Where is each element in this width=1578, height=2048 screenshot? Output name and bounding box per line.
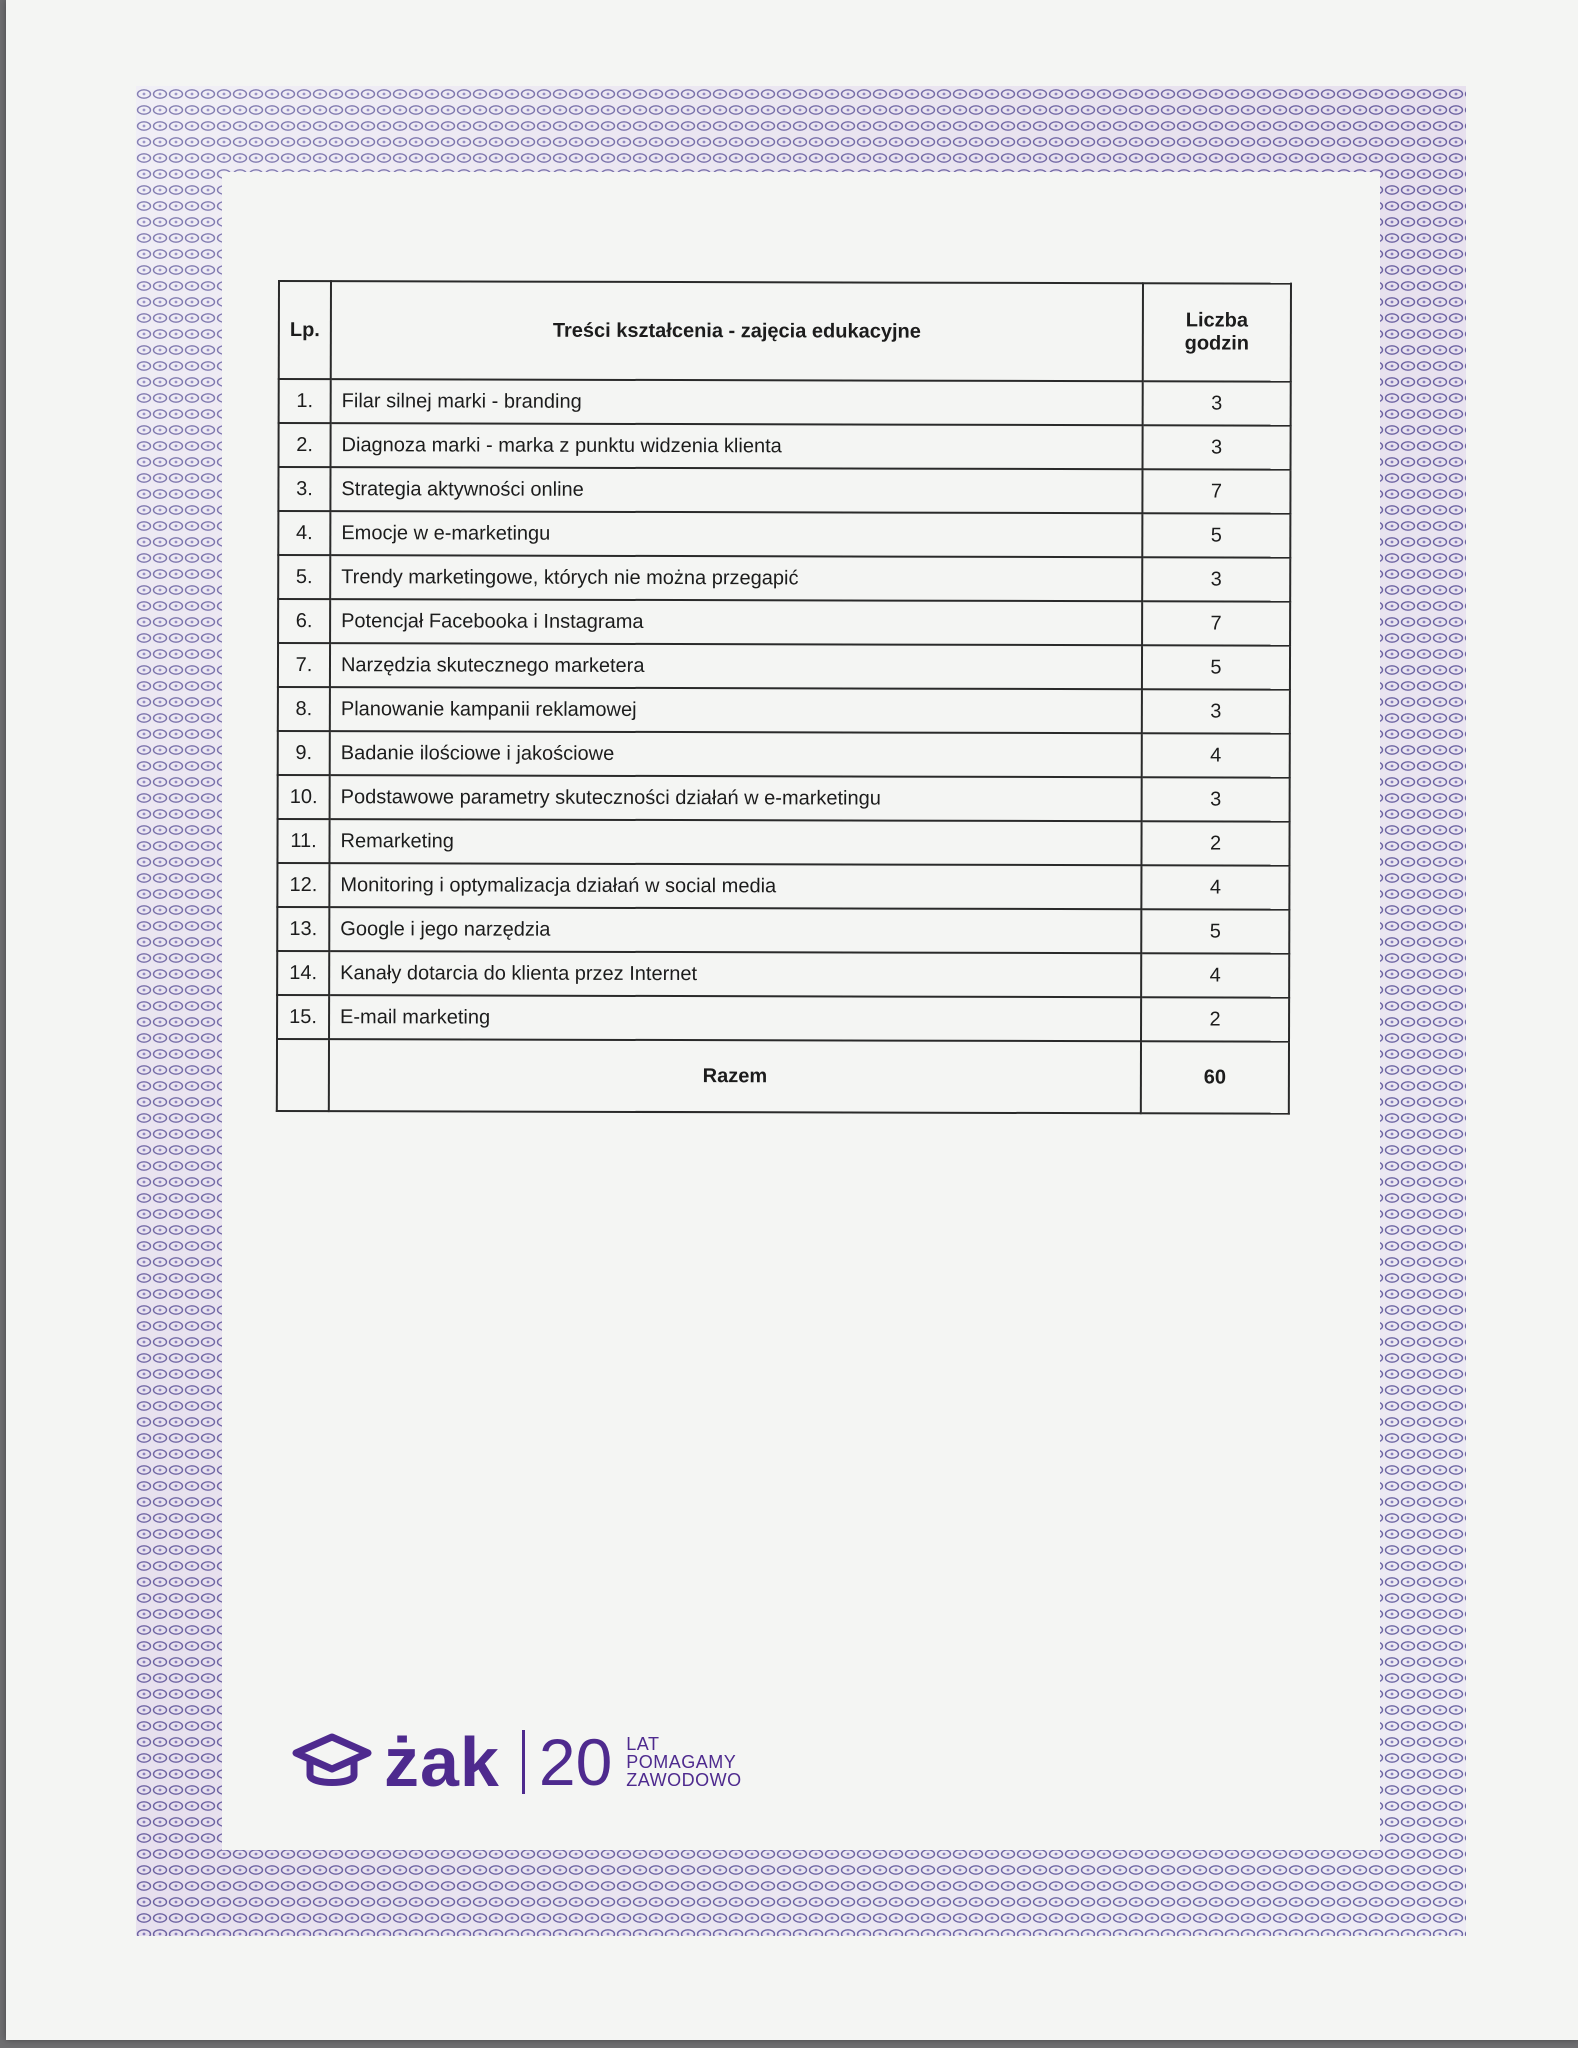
row-number: 1. xyxy=(279,379,331,423)
row-hours: 3 xyxy=(1143,425,1291,469)
table-header-row xyxy=(279,281,1291,382)
row-number: 10. xyxy=(278,775,330,819)
row-hours: 4 xyxy=(1141,953,1289,997)
total-label: Razem xyxy=(329,1039,1141,1113)
table-row xyxy=(277,951,1289,998)
zak-logo xyxy=(292,1722,742,1802)
row-topic: Remarketing xyxy=(329,819,1141,865)
logo-tagline xyxy=(626,1735,741,1789)
row-hours: 2 xyxy=(1141,997,1289,1041)
row-number: 7. xyxy=(278,643,330,687)
logo-tagline-line: POMAGAMY xyxy=(626,1752,737,1772)
row-number: 4. xyxy=(278,511,330,555)
row-number: 11. xyxy=(277,819,329,863)
header-topic: Treści kształcenia - zajęcia edukacyjne xyxy=(331,281,1143,381)
total-row xyxy=(277,1039,1289,1114)
total-empty-cell xyxy=(277,1039,329,1111)
table-row xyxy=(277,907,1289,954)
row-hours: 2 xyxy=(1141,821,1289,865)
table-row xyxy=(279,423,1291,470)
certificate-sheet xyxy=(6,0,1578,2040)
row-topic: Kanały dotarcia do klienta przez Internet xyxy=(329,951,1141,997)
table-row xyxy=(278,643,1290,690)
row-hours: 4 xyxy=(1141,865,1289,909)
row-topic: Diagnoza marki - marka z punktu widzenia klienta xyxy=(331,423,1143,469)
table-row xyxy=(277,819,1289,866)
row-topic: Planowanie kampanii reklamowej xyxy=(330,687,1142,733)
row-topic: Google i jego narzędzia xyxy=(329,907,1141,953)
table-body xyxy=(277,379,1291,1114)
row-hours: 3 xyxy=(1142,777,1290,821)
row-hours: 4 xyxy=(1142,733,1290,777)
logo-name: żak xyxy=(384,1723,500,1801)
table-row xyxy=(278,731,1290,778)
row-number: 9. xyxy=(278,731,330,775)
row-hours: 7 xyxy=(1142,601,1290,645)
row-hours: 3 xyxy=(1142,557,1290,601)
row-number: 15. xyxy=(277,995,329,1039)
row-number: 2. xyxy=(279,423,331,467)
logo-divider xyxy=(522,1730,525,1794)
content-area xyxy=(222,172,1380,1850)
row-hours: 3 xyxy=(1142,689,1290,733)
row-hours: 5 xyxy=(1142,513,1290,557)
row-topic: Trendy marketingowe, których nie można przegapić xyxy=(330,555,1142,601)
row-number: 13. xyxy=(277,907,329,951)
table-row xyxy=(278,467,1290,514)
table-row xyxy=(278,511,1290,558)
row-hours: 7 xyxy=(1142,469,1290,513)
logo-years: 20 xyxy=(538,1725,613,1799)
row-topic: Filar silnej marki - branding xyxy=(331,379,1143,425)
row-topic: Potencjał Facebooka i Instagrama xyxy=(330,599,1142,645)
row-number: 5. xyxy=(278,555,330,599)
row-topic: Strategia aktywności online xyxy=(330,467,1142,513)
row-hours: 3 xyxy=(1143,381,1291,425)
graduation-cap-icon xyxy=(292,1731,372,1793)
table-row xyxy=(278,599,1290,646)
row-number: 6. xyxy=(278,599,330,643)
logo-tagline-line: ZAWODOWO xyxy=(626,1770,742,1790)
table-row xyxy=(277,995,1289,1042)
row-topic: Badanie ilościowe i jakościowe xyxy=(330,731,1142,777)
row-number: 12. xyxy=(277,863,329,907)
header-hours: Liczba godzin xyxy=(1143,283,1291,381)
row-topic: Monitoring i optymalizacja działań w social media xyxy=(329,863,1141,909)
row-topic: Podstawowe parametry skuteczności działań w e-marketingu xyxy=(330,775,1142,821)
row-number: 8. xyxy=(278,687,330,731)
table-row xyxy=(278,687,1290,734)
row-topic: Emocje w e-marketingu xyxy=(330,511,1142,557)
table-row xyxy=(278,775,1290,822)
row-topic: Narzędzia skutecznego marketera xyxy=(330,643,1142,689)
total-hours: 60 xyxy=(1141,1041,1289,1113)
table-row xyxy=(279,379,1291,426)
course-hours-table xyxy=(276,280,1292,1115)
row-number: 14. xyxy=(277,951,329,995)
table-row xyxy=(278,555,1290,602)
logo-tagline-line: LAT xyxy=(626,1734,660,1754)
row-number: 3. xyxy=(278,467,330,511)
row-hours: 5 xyxy=(1141,909,1289,953)
row-topic: E-mail marketing xyxy=(329,995,1141,1041)
header-lp: Lp. xyxy=(279,281,331,379)
row-hours: 5 xyxy=(1142,645,1290,689)
table-row xyxy=(277,863,1289,910)
